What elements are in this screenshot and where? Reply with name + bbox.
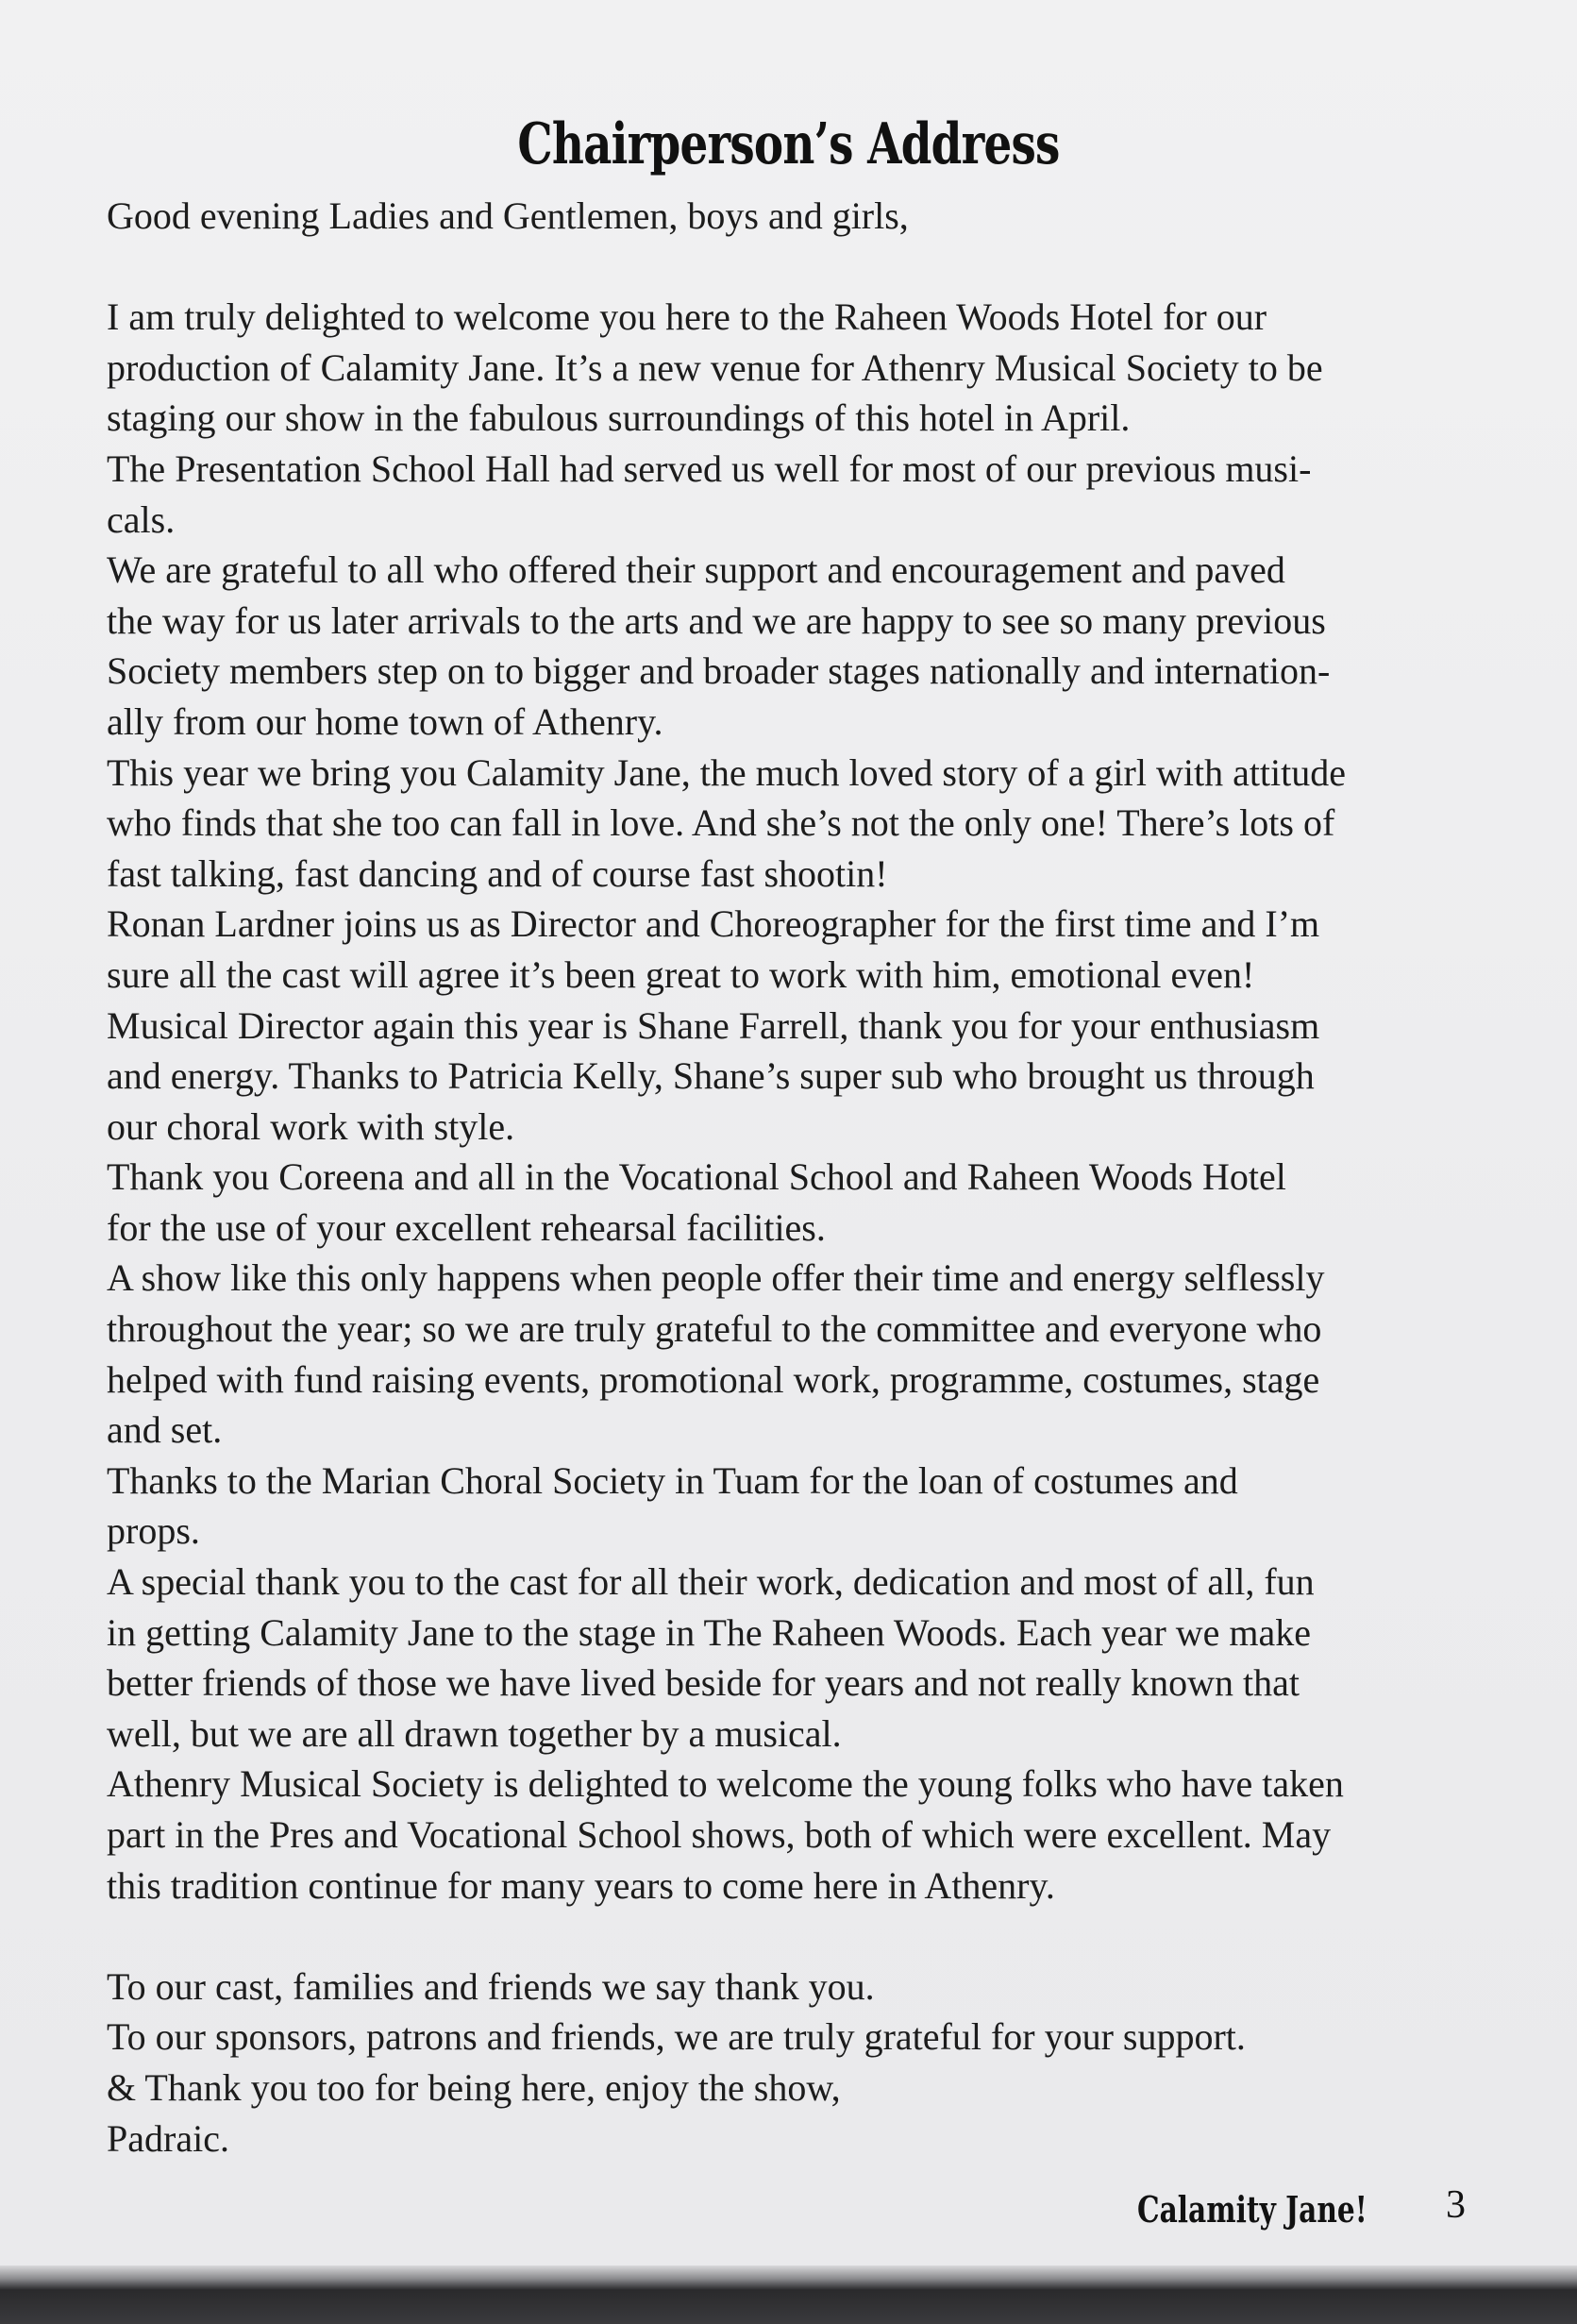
body-line: Ronan Lardner joins us as Director and Choreographer for the first time and I’m <box>107 902 1320 946</box>
body-line: staging our show in the fabulous surroundings of this hotel in April. <box>107 396 1131 440</box>
body-line: To our sponsors, patrons and friends, we are truly grateful for your support. <box>107 2015 1246 2059</box>
body-line: We are grateful to all who offered their support and encouragement and paved <box>107 548 1285 592</box>
body-line: helped with fund raising events, promotional work, programme, costumes, stage <box>107 1357 1320 1401</box>
body-line: throughout the year; so we are truly grateful to the committee and everyone who <box>107 1307 1322 1351</box>
body-line: Society members step on to bigger and broader stages nationally and internation- <box>107 649 1331 693</box>
body-line: A show like this only happens when people offer their time and energy selflessly <box>107 1256 1325 1300</box>
body-line: To our cast, families and friends we say thank you. <box>107 1964 875 2008</box>
body-line: who finds that she too can fall in love. And she’s not the only one! There’s lots of <box>107 801 1335 845</box>
body-line: & Thank you too for being here, enjoy the show, <box>107 2065 841 2109</box>
body-line: Thank you Coreena and all in the Vocational School and Raheen Woods Hotel <box>107 1155 1286 1199</box>
body-line: sure all the cast will agree it’s been great to work with him, emotional even! <box>107 952 1255 996</box>
page-number: 3 <box>1446 2183 1466 2227</box>
body-line: Thanks to the Marian Choral Society in Tuam for the loan of costumes and <box>107 1458 1238 1502</box>
body-line: in getting Calamity Jane to the stage in The Raheen Woods. Each year we make <box>107 1610 1312 1654</box>
body-line: for the use of your excellent rehearsal facilities. <box>107 1205 826 1249</box>
body-line: fast talking, fast dancing and of course fast shootin! <box>107 851 888 895</box>
body-line: and set. <box>107 1408 223 1452</box>
body-line: cals. <box>107 497 176 541</box>
blank-line <box>107 242 1494 293</box>
body-line: The Presentation School Hall had served us well for most of our previous musi- <box>107 446 1312 490</box>
body-line: our choral work with style. <box>107 1104 515 1148</box>
footer-show-title: Calamity Jane! <box>1137 2188 1367 2231</box>
body-line: well, but we are all drawn together by a musical. <box>107 1711 842 1755</box>
body-line: ally from our home town of Athenry. <box>107 699 663 743</box>
body-line: Padraic. <box>107 2116 229 2160</box>
body-line: the way for us later arrivals to the arts and we are happy to see so many previous <box>107 598 1326 642</box>
body-line: and energy. Thanks to Patricia Kelly, Shane’s super sub who brought us through <box>107 1054 1315 1098</box>
page-bottom-edge <box>0 2265 1577 2324</box>
body-line: I am truly delighted to welcome you here to the Raheen Woods Hotel for our <box>107 295 1267 339</box>
page-title: Chairperson’s Address <box>517 111 1060 177</box>
body-line: part in the Pres and Vocational School shows, both of which were excellent. May <box>107 1813 1332 1856</box>
body-line: production of Calamity Jane. It’s a new venue for Athenry Musical Society to be <box>107 345 1323 389</box>
body-line: Good evening Ladies and Gentlemen, boys and girls, <box>107 194 909 237</box>
body-line: better friends of those we have lived beside for years and not really known that <box>107 1661 1300 1705</box>
body-line: This year we bring you Calamity Jane, the much loved story of a girl with attitude <box>107 750 1347 794</box>
blank-line <box>107 1911 1494 1962</box>
body-line: Musical Director again this year is Shane Farrell, thank you for your enthusiasm <box>107 1003 1320 1047</box>
body-line: Athenry Musical Society is delighted to welcome the young folks who have taken <box>107 1762 1344 1806</box>
body-line: A special thank you to the cast for all their work, dedication and most of all, fun <box>107 1560 1315 1604</box>
body-line: props. <box>107 1509 200 1553</box>
address-body <box>107 191 1494 2164</box>
body-line: this tradition continue for many years to come here in Athenry. <box>107 1863 1055 1907</box>
